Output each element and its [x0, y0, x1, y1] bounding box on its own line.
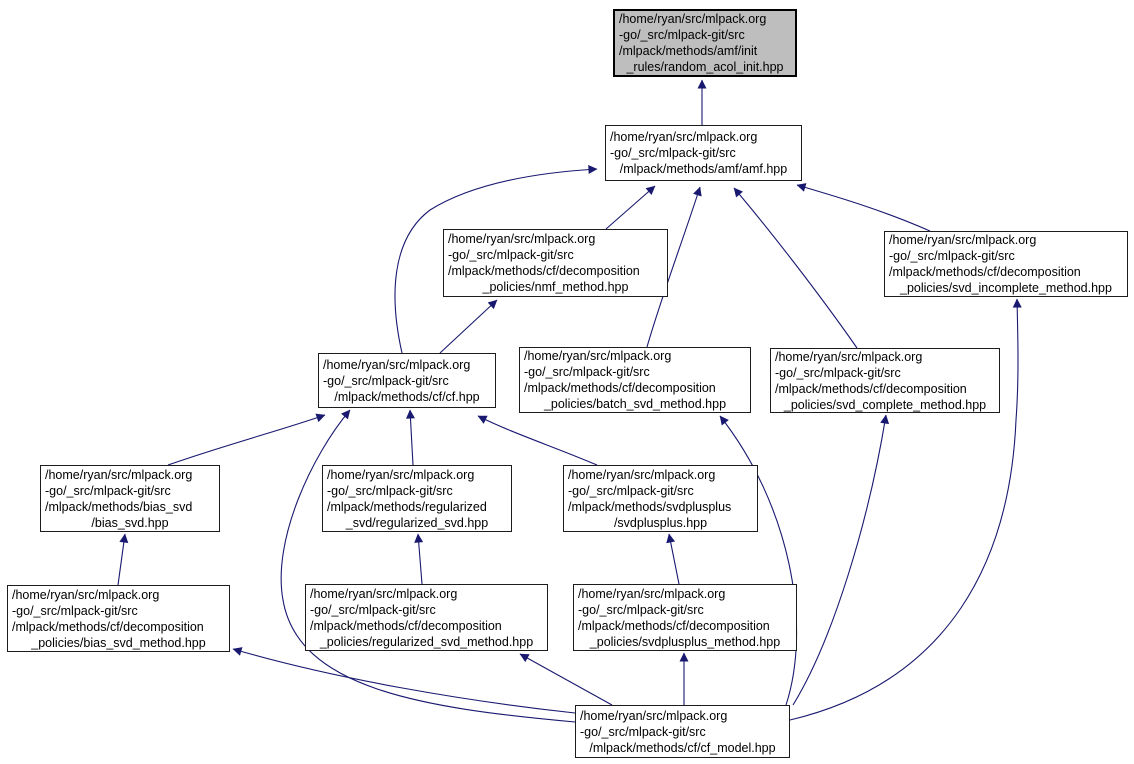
node-amf[interactable] — [605, 125, 802, 181]
node-label-line: _rules/random_acol_init.hpp — [626, 60, 784, 74]
node-svdplusplus[interactable] — [563, 465, 758, 532]
node-cf[interactable] — [318, 353, 496, 408]
node-label-line: /home/ryan/src/mlpack.org — [310, 586, 458, 601]
edge-svd_complete_method-to-amf — [734, 188, 857, 348]
node-bias_svd_method[interactable] — [7, 585, 230, 652]
edge-cf_model-to-svd_complete_method — [793, 415, 886, 705]
node-label-line: /home/ryan/src/mlpack.org — [327, 467, 475, 482]
node-label-line: /home/ryan/src/mlpack.org — [568, 467, 716, 482]
node-label-line: _policies/regularized_svd_method.hpp — [319, 634, 534, 649]
node-label-line: -go/_src/mlpack-git/src — [610, 146, 736, 160]
node-regularized_svd[interactable] — [322, 465, 512, 532]
node-label-line: -go/_src/mlpack-git/src — [775, 365, 901, 380]
node-label-line: /home/ryan/src/mlpack.org — [45, 467, 193, 482]
node-label-line: /home/ryan/src/mlpack.org — [619, 12, 767, 26]
node-label-line: /mlpack/methods/cf/cf_model.hpp — [589, 740, 776, 755]
edge-bias_svd_method-to-bias_svd — [118, 534, 125, 585]
node-label-line: -go/_src/mlpack-git/src — [327, 483, 453, 498]
node-label-line: -go/_src/mlpack-git/src — [323, 373, 449, 388]
node-label-line: _policies/svd_incomplete_method.hpp — [900, 281, 1112, 295]
node-label-line: /home/ryan/src/mlpack.org — [580, 708, 728, 723]
node-cf_model[interactable] — [575, 705, 790, 758]
edge-cf_model-to-cf — [281, 410, 575, 722]
node-svd_incomplete_method[interactable] — [884, 231, 1128, 297]
node-label-line: _policies/svdplusplus_method.hpp — [589, 634, 781, 649]
node-label-line: /mlpack/methods/amf/amf.hpp — [619, 162, 788, 176]
edge-svdplusplus-to-cf — [478, 416, 597, 465]
node-nmf_method[interactable] — [443, 229, 668, 297]
edge-cf_model-to-bias_svd_method — [233, 649, 575, 713]
node-label-line: /home/ryan/src/mlpack.org — [448, 232, 596, 246]
node-svdplusplus_method[interactable] — [573, 584, 797, 651]
node-label-line: /mlpack/methods/amf/init — [619, 44, 758, 58]
node-label-line: -go/_src/mlpack-git/src — [45, 483, 171, 498]
node-label-line: /mlpack/methods/cf/cf.hpp — [334, 389, 480, 404]
node-label-line: /mlpack/methods/cf/decomposition — [578, 618, 770, 633]
edge-cf-to-nmf_method — [440, 300, 497, 353]
node-bias_svd[interactable] — [40, 465, 220, 532]
node-label-line: /bias_svd.hpp — [91, 515, 169, 530]
node-label-line: -go/_src/mlpack-git/src — [578, 602, 704, 617]
node-label-line: -go/_src/mlpack-git/src — [889, 249, 1015, 263]
node-label-line: -go/_src/mlpack-git/src — [568, 483, 694, 498]
node-label-line: -go/_src/mlpack-git/src — [310, 602, 436, 617]
node-regularized_svd_method[interactable] — [305, 584, 548, 651]
node-label-line: _policies/bias_svd_method.hpp — [31, 635, 206, 650]
node-svd_complete_method[interactable] — [770, 348, 1000, 413]
node-random_acol_init[interactable] — [613, 9, 797, 77]
node-label-line: _policies/nmf_method.hpp — [482, 280, 629, 294]
node-label-line: _svd/regularized_svd.hpp — [345, 515, 489, 530]
node-label-line: /home/ryan/src/mlpack.org — [775, 349, 923, 364]
node-label-line: /mlpack/methods/bias_svd — [45, 499, 193, 514]
node-batch_svd_method[interactable] — [519, 347, 751, 413]
edge-svd_incomplete_method-to-amf — [797, 185, 930, 231]
node-label-line: /home/ryan/src/mlpack.org — [524, 349, 672, 363]
node-label-line: /svdplusplus.hpp — [613, 515, 708, 530]
node-label-line: /home/ryan/src/mlpack.org — [578, 586, 726, 601]
node-label-line: /home/ryan/src/mlpack.org — [12, 587, 160, 602]
edge-nmf_method-to-amf — [606, 186, 655, 229]
node-label-line: /mlpack/methods/regularized — [327, 499, 487, 514]
node-label-line: -go/_src/mlpack-git/src — [448, 248, 574, 262]
node-label-line: /mlpack/methods/cf/decomposition — [448, 264, 640, 278]
node-label-line: -go/_src/mlpack-git/src — [12, 603, 138, 618]
edge-regularized_svd_method-to-regularized_svd — [418, 534, 422, 584]
edge-regularized_svd-to-cf — [410, 410, 413, 465]
node-label-line: /mlpack/methods/svdplusplus — [568, 499, 732, 514]
node-label-line: /mlpack/methods/cf/decomposition — [889, 265, 1081, 279]
node-label-line: /mlpack/methods/cf/decomposition — [12, 619, 204, 634]
node-label-line: -go/_src/mlpack-git/src — [580, 724, 706, 739]
edge-cf_model-to-regularized_svd_method — [520, 654, 612, 705]
node-label-line: /home/ryan/src/mlpack.org — [610, 130, 758, 144]
node-label-line: -go/_src/mlpack-git/src — [524, 365, 650, 379]
node-label-line: /mlpack/methods/cf/decomposition — [524, 381, 716, 395]
node-label-line: _policies/batch_svd_method.hpp — [543, 397, 727, 411]
edge-cf_model-to-batch_svd_method — [720, 416, 797, 705]
node-label-line: -go/_src/mlpack-git/src — [619, 28, 745, 42]
node-label-line: /mlpack/methods/cf/decomposition — [310, 618, 502, 633]
node-label-line: _policies/svd_complete_method.hpp — [783, 397, 987, 412]
node-label-line: /mlpack/methods/cf/decomposition — [775, 381, 967, 396]
edge-bias_svd-to-cf — [168, 415, 325, 465]
node-label-line: /home/ryan/src/mlpack.org — [323, 357, 471, 372]
edge-svdplusplus_method-to-svdplusplus — [669, 534, 679, 584]
node-label-line: /home/ryan/src/mlpack.org — [889, 233, 1037, 247]
